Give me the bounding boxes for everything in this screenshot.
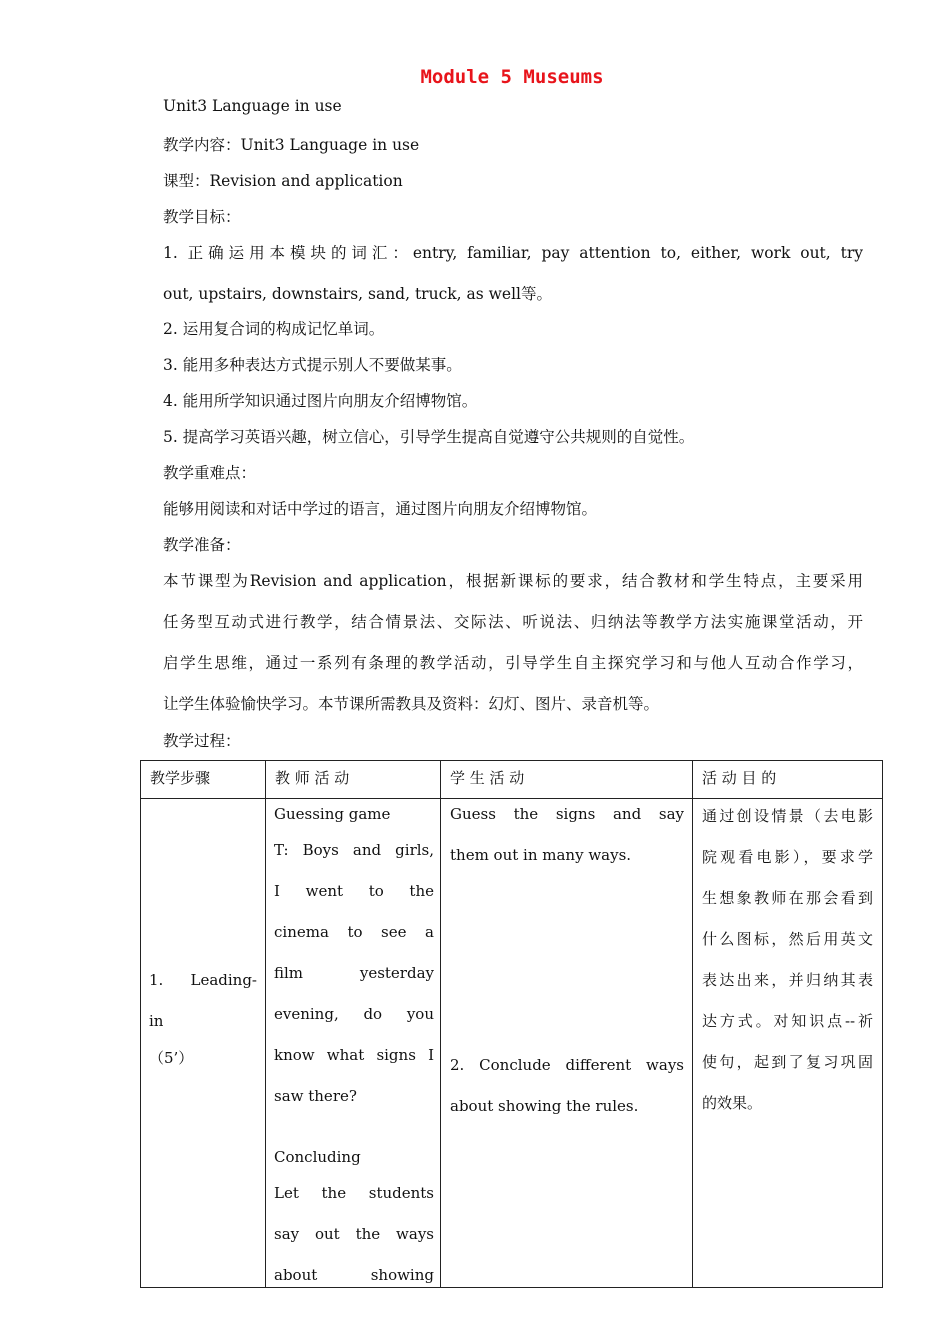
- student-line: 2. Conclude different ways: [450, 1056, 684, 1074]
- teacher-line: cinema to see a: [274, 923, 434, 941]
- process-heading: 教学过程：: [163, 732, 241, 750]
- objective-1-line-1: 1. 正确运用本模块的词汇：entry, familiar, pay attention to, either, work out, try: [163, 244, 863, 262]
- header-teacher: 教 师 活 动: [266, 761, 441, 799]
- purpose-line: 通过创设情景（去电影: [702, 807, 873, 825]
- teacher-line: I went to the: [274, 882, 434, 900]
- preparation-line-3: 启学生思维，通过一系列有条理的教学活动，引导学生自主探究学习和与他人互动合作学习，: [163, 654, 863, 672]
- purpose-line: 表达出来，并归纳其表: [702, 971, 873, 989]
- teacher-activity-cell: [266, 799, 441, 1288]
- purpose-line: 的效果。: [702, 1094, 763, 1112]
- objective-3: 3. 能用多种表达方式提示别人不要做某事。: [163, 356, 462, 374]
- purpose-line: 使句，起到了复习巩固: [702, 1053, 873, 1071]
- preparation-line-1: 本节课型为Revision and application，根据新课标的要求，结合教材和学生特点，主要采用: [163, 572, 863, 590]
- teacher-line: know what signs I: [274, 1046, 434, 1064]
- teacher-line: about showing: [274, 1266, 434, 1284]
- objective-2: 2. 运用复合词的构成记忆单词。: [163, 320, 385, 338]
- step-line: （5’）: [149, 1049, 194, 1067]
- teacher-line: evening, do you: [274, 1005, 434, 1023]
- student-line: them out in many ways.: [450, 846, 632, 864]
- purpose-line: 生想象教师在那会看到: [702, 889, 873, 907]
- teacher-line: Concluding: [274, 1148, 361, 1166]
- objective-1-line-2: out, upstairs, downstairs, sand, truck, as well等。: [163, 285, 552, 303]
- objective-5: 5. 提高学习英语兴趣，树立信心，引导学生提高自觉遵守公共规则的自觉性。: [163, 428, 695, 446]
- teacher-line: say out the ways: [274, 1225, 434, 1243]
- purpose-cell: [693, 799, 883, 1288]
- student-line: about showing the rules.: [450, 1097, 639, 1115]
- preparation-heading: 教学准备：: [163, 536, 241, 554]
- teacher-line: T: Boys and girls,: [274, 841, 434, 859]
- table-header-row: [141, 761, 883, 799]
- key-points-text: 能够用阅读和对话中学过的语言，通过图片向朋友介绍博物馆。: [163, 500, 598, 518]
- header-step: 教学步骤: [141, 761, 266, 799]
- preparation-line-4: 让学生体验愉快学习。本节课所需教具及资料：幻灯、图片、录音机等。: [163, 695, 660, 713]
- step-cell: [141, 799, 266, 1288]
- objective-4: 4. 能用所学知识通过图片向朋友介绍博物馆。: [163, 392, 478, 410]
- teaching-process-table: [140, 760, 883, 1288]
- key-points-heading: 教学重难点：: [163, 464, 257, 482]
- lesson-type-line: 课型：Revision and application: [163, 172, 403, 190]
- teacher-line: film yesterday: [274, 964, 434, 982]
- document-title: Module 5 Museums: [420, 66, 604, 88]
- step-line: in: [149, 1012, 164, 1030]
- purpose-line: 达方式。对知识点--祈: [702, 1012, 873, 1030]
- unit-line: Unit3 Language in use: [163, 97, 342, 115]
- header-student: 学 生 活 动: [441, 761, 693, 799]
- purpose-line: 院观看电影），要求学: [702, 848, 873, 866]
- teacher-line: saw there?: [274, 1087, 357, 1105]
- teacher-line: Guessing game: [274, 805, 391, 823]
- preparation-line-2: 任务型互动式进行教学，结合情景法、交际法、听说法、归纳法等教学方法实施课堂活动，开: [163, 613, 863, 631]
- objectives-heading: 教学目标：: [163, 208, 241, 226]
- student-line: Guess the signs and say: [450, 805, 684, 823]
- student-activity-cell: [441, 799, 693, 1288]
- content-line: 教学内容：Unit3 Language in use: [163, 136, 420, 154]
- step-line: 1. Leading-: [149, 971, 257, 989]
- teacher-line: Let the students: [274, 1184, 434, 1202]
- table-row: [141, 799, 883, 1288]
- header-purpose: 活 动 目 的: [693, 761, 883, 799]
- purpose-line: 什么图标，然后用英文: [702, 930, 873, 948]
